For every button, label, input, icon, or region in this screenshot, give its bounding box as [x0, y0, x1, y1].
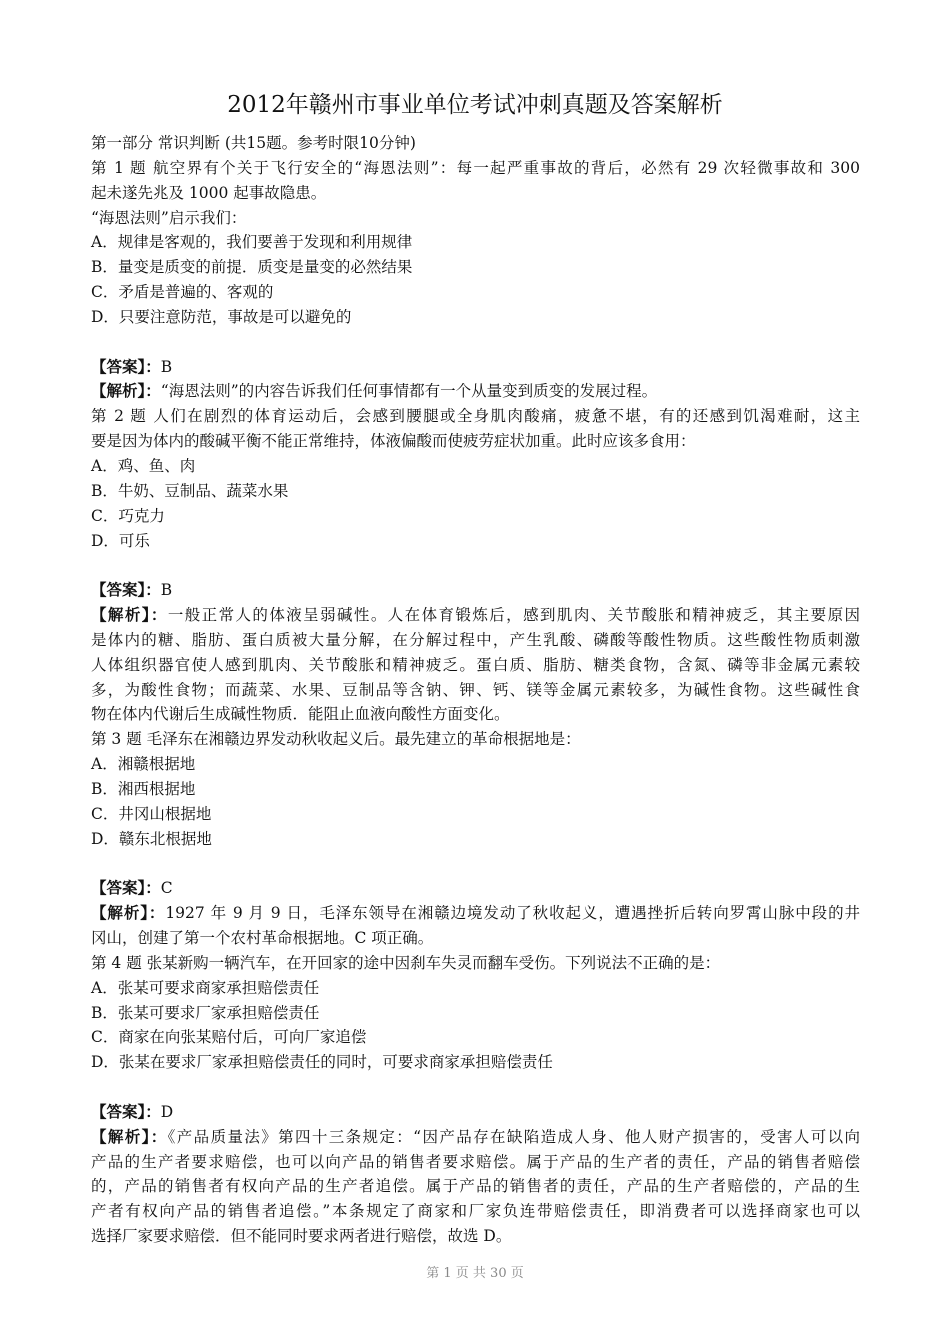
answer-line [91, 1100, 860, 1125]
analysis-line [91, 1150, 860, 1175]
analysis-label: 【解析】： [91, 903, 166, 923]
analysis-text: 的，产品的销售者有权向产品的生产者追偿。属于产品的销售者的责任，产品的生产者赔偿的，产品的生 [91, 1177, 860, 1196]
analysis-text: 是体内的糖、脂肪、蛋白质被大量分解，在分解过程中，产生乳酸、磷酸等酸性物质。这些酸性物质刺激 [91, 630, 860, 649]
analysis-line [91, 628, 860, 653]
answer-value: B [160, 357, 173, 376]
answer-option: A．鸡、鱼、肉 [91, 456, 196, 475]
blank-line [91, 851, 860, 876]
analysis-text: 《产品质量法》第四十三条规定：“因产品存在缺陷造成人身、他人财产损害的，受害人可以向 [167, 1127, 860, 1146]
page-footer: 第 1 页 共 30 页 [426, 1266, 524, 1281]
section-heading: 第一部分 常识判断 (共15题。参考时限10分钟) [91, 134, 416, 152]
analysis-label: 【解析】： [91, 1126, 168, 1146]
question-stem: 要是因为体内的酸碱平衡不能正常维持，体液偏酸而使疲劳症状加重。此时应该多食用： [91, 432, 696, 451]
answer-option: D．可乐 [91, 531, 150, 550]
analysis-text: 人体组织器官使人感到肌肉、关节酸胀和精神疲乏。蛋白质、脂肪、糖类食物，含氮、磷等非金属元素较 [91, 655, 860, 674]
document-body [91, 131, 860, 1249]
analysis-line [91, 901, 860, 926]
answer-value: C [160, 879, 173, 898]
question-stem: 第 4 题 张某新购一辆汽车，在开回家的途中因刹车失灵而翻车受伤。下列说法不正确的是： [91, 953, 721, 972]
analysis-line [91, 926, 860, 951]
analysis-line [91, 653, 860, 678]
blank-line [91, 553, 860, 578]
answer-option: B．张某可要求厂家承担赔偿责任 [91, 1003, 320, 1022]
answer-option: D．张某在要求厂家承担赔偿责任的同时，可要求商家承担赔偿责任 [91, 1053, 553, 1072]
analysis-line [91, 702, 860, 727]
analysis-text: 产者有权向产品的销售者追偿。”本条规定了商家和厂家负连带赔偿责任，即消费者可以选择商家也可以 [91, 1202, 860, 1221]
analysis-label: 【解析】： [91, 605, 168, 625]
question-stem: 第 2 题 人们在剧烈的体育运动后，会感到腰腿或全身肌肉酸痛，疲惫不堪，有的还感到饥渴难耐，这主 [91, 407, 860, 426]
analysis-line [91, 1199, 860, 1224]
analysis-text: 选择厂家要求赔偿．但不能同时要求两者进行赔偿，故选 D。 [91, 1227, 512, 1246]
analysis-line [91, 603, 860, 628]
answer-line [91, 578, 860, 603]
answer-label: 【答案】： [91, 580, 161, 600]
answer-value: B [160, 581, 173, 600]
document-title: 2012年赣州市事业单位考试冲刺真题及答案解析 [227, 92, 723, 118]
analysis-text: 一般正常人的体液呈弱碱性。人在体育锻炼后，感到肌肉、关节酸胀和精神疲乏，其主要原因 [167, 606, 860, 625]
analysis-line [91, 678, 860, 703]
analysis-line [91, 1125, 860, 1150]
analysis-label: 【解析】： [91, 381, 161, 401]
question-stem: “海恩法则”启示我们： [91, 208, 247, 227]
analysis-line [91, 1224, 860, 1249]
answer-label: 【答案】： [91, 878, 161, 898]
answer-label: 【答案】： [91, 1101, 161, 1121]
answer-option: C．商家在向张某赔付后，可向厂家追偿 [91, 1028, 367, 1047]
analysis-text: 冈山，创建了第一个农村革命根据地。C 项正确。 [91, 929, 434, 947]
answer-line [91, 355, 860, 380]
answer-option: D．赣东北根据地 [91, 829, 212, 848]
blank-line [91, 1075, 860, 1100]
analysis-text: 物在体内代谢后生成碱性物质．能阻止血液向酸性方面变化。 [91, 705, 510, 724]
question-stem: 起未遂先兆及 1000 起事故隐患。 [91, 183, 327, 202]
answer-option: A．湘赣根据地 [91, 755, 196, 774]
answer-label: 【答案】： [91, 356, 161, 376]
answer-value: D [160, 1102, 174, 1121]
analysis-line [91, 1174, 860, 1199]
answer-option: B．湘西根据地 [91, 779, 196, 798]
answer-option: B．量变是质变的前提．质变是量变的必然结果 [91, 258, 413, 277]
answer-option: B．牛奶、豆制品、蔬菜水果 [91, 481, 289, 500]
analysis-line [91, 379, 860, 404]
analysis-text: 1927 年 9 月 9 日，毛泽东领导在湘赣边境发动了秋收起义，遭遇挫折后转向罗霄山脉中段的井 [165, 904, 860, 923]
question-stem: 第 3 题 毛泽东在湘赣边界发动秋收起义后。最先建立的革命根据地是： [91, 730, 581, 749]
answer-option: C．巧克力 [91, 506, 165, 525]
analysis-text: 多，为酸性食物；而蔬菜、水果、豆制品等含钠、钾、钙、镁等金属元素较多，为碱性食物。这些碱性食 [91, 680, 860, 699]
answer-option: A．规律是客观的，我们要善于发现和利用规律 [91, 233, 413, 252]
question-stem: 第 1 题 航空界有个关于飞行安全的“海恩法则”：每一起严重事故的背后，必然有 29 次轻微事故和 300 [91, 158, 860, 177]
answer-option: C．井冈山根据地 [91, 804, 212, 823]
answer-option: C．矛盾是普遍的、客观的 [91, 283, 274, 302]
answer-option: D．只要注意防范，事故是可以避免的 [91, 307, 352, 326]
answer-line [91, 876, 860, 901]
analysis-text: “海恩法则”的内容告诉我们任何事情都有一个从量变到质变的发展过程。 [160, 382, 658, 401]
analysis-text: 产品的生产者要求赔偿，也可以向产品的销售者要求赔偿。属于产品的生产者的责任，产品的销售者赔偿 [91, 1152, 860, 1171]
answer-option: A．张某可要求商家承担赔偿责任 [91, 978, 320, 997]
blank-line [91, 330, 860, 355]
